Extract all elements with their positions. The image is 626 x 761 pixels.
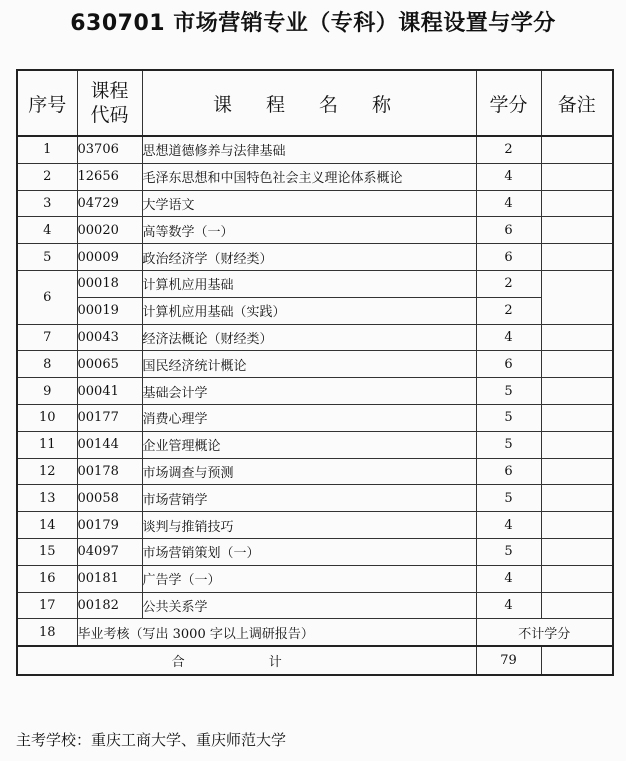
row-credit: 5	[476, 538, 541, 565]
table-row	[17, 485, 613, 512]
table-row	[17, 565, 613, 592]
row-code: 00181	[77, 565, 142, 592]
row-name: 公共关系学	[142, 592, 476, 619]
row-credit: 2	[476, 270, 541, 297]
row-seq: 13	[17, 485, 77, 512]
table-row	[17, 297, 613, 324]
table-row	[17, 431, 613, 458]
row-seq: 5	[17, 244, 77, 271]
row-remark	[541, 431, 613, 458]
header-credit: 学分	[476, 70, 541, 136]
row-remark	[541, 190, 613, 217]
row-name: 高等数学（一）	[142, 217, 476, 244]
row-remark	[541, 217, 613, 244]
row-name: 毛泽东思想和中国特色社会主义理论体系概论	[142, 163, 476, 190]
row-remark	[541, 592, 613, 619]
row-credit: 4	[476, 190, 541, 217]
row-remark	[541, 378, 613, 405]
table-row	[17, 458, 613, 485]
thesis-credit: 不计学分	[476, 619, 613, 646]
row-name: 市场营销策划（一）	[142, 538, 476, 565]
row-name: 谈判与推销技巧	[142, 512, 476, 539]
table-row	[17, 270, 613, 297]
row-code: 00058	[77, 485, 142, 512]
total-row	[17, 646, 613, 675]
table-row	[17, 378, 613, 405]
header-row	[17, 70, 613, 136]
row-seq: 15	[17, 538, 77, 565]
row-name: 消费心理学	[142, 404, 476, 431]
row-seq: 9	[17, 378, 77, 405]
table-row	[17, 538, 613, 565]
thesis-seq: 18	[17, 619, 77, 646]
table-row	[17, 512, 613, 539]
table-row	[17, 404, 613, 431]
thesis-name: 毕业考核（写出 3000 字以上调研报告）	[77, 619, 476, 646]
row-name: 广告学（一）	[142, 565, 476, 592]
total-label: 合 计	[17, 646, 476, 675]
page-title: 630701 市场营销专业（专科）课程设置与学分	[70, 11, 556, 36]
row-seq: 8	[17, 351, 77, 378]
row-name: 经济法概论（财经类）	[142, 324, 476, 351]
row-code: 00020	[77, 217, 142, 244]
header-code	[77, 70, 142, 136]
row-seq: 1	[17, 136, 77, 163]
row-credit: 4	[476, 565, 541, 592]
table-row	[17, 592, 613, 619]
exam-schools-note: 主考学校：重庆工商大学、重庆师范大学	[16, 731, 287, 749]
row-name: 市场调查与预测	[142, 458, 476, 485]
table-row	[17, 324, 613, 351]
total-credit: 79	[476, 646, 541, 675]
row-code: 00065	[77, 351, 142, 378]
row-credit: 6	[476, 351, 541, 378]
table-row	[17, 351, 613, 378]
row-remark	[541, 244, 613, 271]
row-code: 04097	[77, 538, 142, 565]
row-remark	[541, 538, 613, 565]
row-credit: 5	[476, 378, 541, 405]
row-credit: 5	[476, 485, 541, 512]
row-remark	[541, 270, 613, 324]
table-row	[17, 163, 613, 190]
total-remark	[541, 646, 613, 675]
row-seq: 11	[17, 431, 77, 458]
header-name: 课 程 名 称	[142, 70, 476, 136]
row-seq: 14	[17, 512, 77, 539]
row-name: 计算机应用基础	[142, 270, 476, 297]
row-name: 基础会计学	[142, 378, 476, 405]
row-remark	[541, 324, 613, 351]
row-code: 00179	[77, 512, 142, 539]
row-code: 00178	[77, 458, 142, 485]
row-seq: 10	[17, 404, 77, 431]
row-code: 00009	[77, 244, 142, 271]
table-row	[17, 217, 613, 244]
row-seq: 6	[17, 270, 77, 324]
row-name: 计算机应用基础（实践）	[142, 297, 476, 324]
row-code: 00144	[77, 431, 142, 458]
course-table	[16, 69, 614, 676]
row-code: 00043	[77, 324, 142, 351]
row-name: 企业管理概论	[142, 431, 476, 458]
row-remark	[541, 351, 613, 378]
row-name: 政治经济学（财经类）	[142, 244, 476, 271]
row-remark	[541, 512, 613, 539]
row-seq: 7	[17, 324, 77, 351]
row-remark	[541, 136, 613, 163]
row-remark	[541, 163, 613, 190]
row-credit: 2	[476, 297, 541, 324]
row-code: 00018	[77, 270, 142, 297]
row-credit: 5	[476, 431, 541, 458]
row-credit: 6	[476, 458, 541, 485]
row-credit: 5	[476, 404, 541, 431]
row-credit: 6	[476, 217, 541, 244]
row-name: 国民经济统计概论	[142, 351, 476, 378]
row-code: 03706	[77, 136, 142, 163]
row-seq: 16	[17, 565, 77, 592]
row-credit: 4	[476, 324, 541, 351]
row-code: 12656	[77, 163, 142, 190]
header-code-line2: 代码	[90, 104, 129, 126]
row-code: 04729	[77, 190, 142, 217]
row-credit: 6	[476, 244, 541, 271]
row-code: 00019	[77, 297, 142, 324]
row-code: 00041	[77, 378, 142, 405]
row-remark	[541, 458, 613, 485]
row-seq: 3	[17, 190, 77, 217]
row-code: 00182	[77, 592, 142, 619]
header-seq: 序号	[17, 70, 77, 136]
row-credit: 4	[476, 163, 541, 190]
row-code: 00177	[77, 404, 142, 431]
row-remark	[541, 565, 613, 592]
row-remark	[541, 404, 613, 431]
table-row	[17, 136, 613, 163]
table-row	[17, 190, 613, 217]
row-seq: 4	[17, 217, 77, 244]
thesis-row	[17, 619, 613, 646]
row-name: 思想道德修养与法律基础	[142, 136, 476, 163]
row-seq: 12	[17, 458, 77, 485]
row-credit: 4	[476, 592, 541, 619]
row-seq: 2	[17, 163, 77, 190]
row-remark	[541, 485, 613, 512]
row-seq: 17	[17, 592, 77, 619]
header-remark: 备注	[541, 70, 613, 136]
row-name: 市场营销学	[142, 485, 476, 512]
table-row	[17, 244, 613, 271]
header-code-line1: 课程	[90, 80, 129, 102]
row-credit: 4	[476, 512, 541, 539]
row-name: 大学语文	[142, 190, 476, 217]
row-credit: 2	[476, 136, 541, 163]
